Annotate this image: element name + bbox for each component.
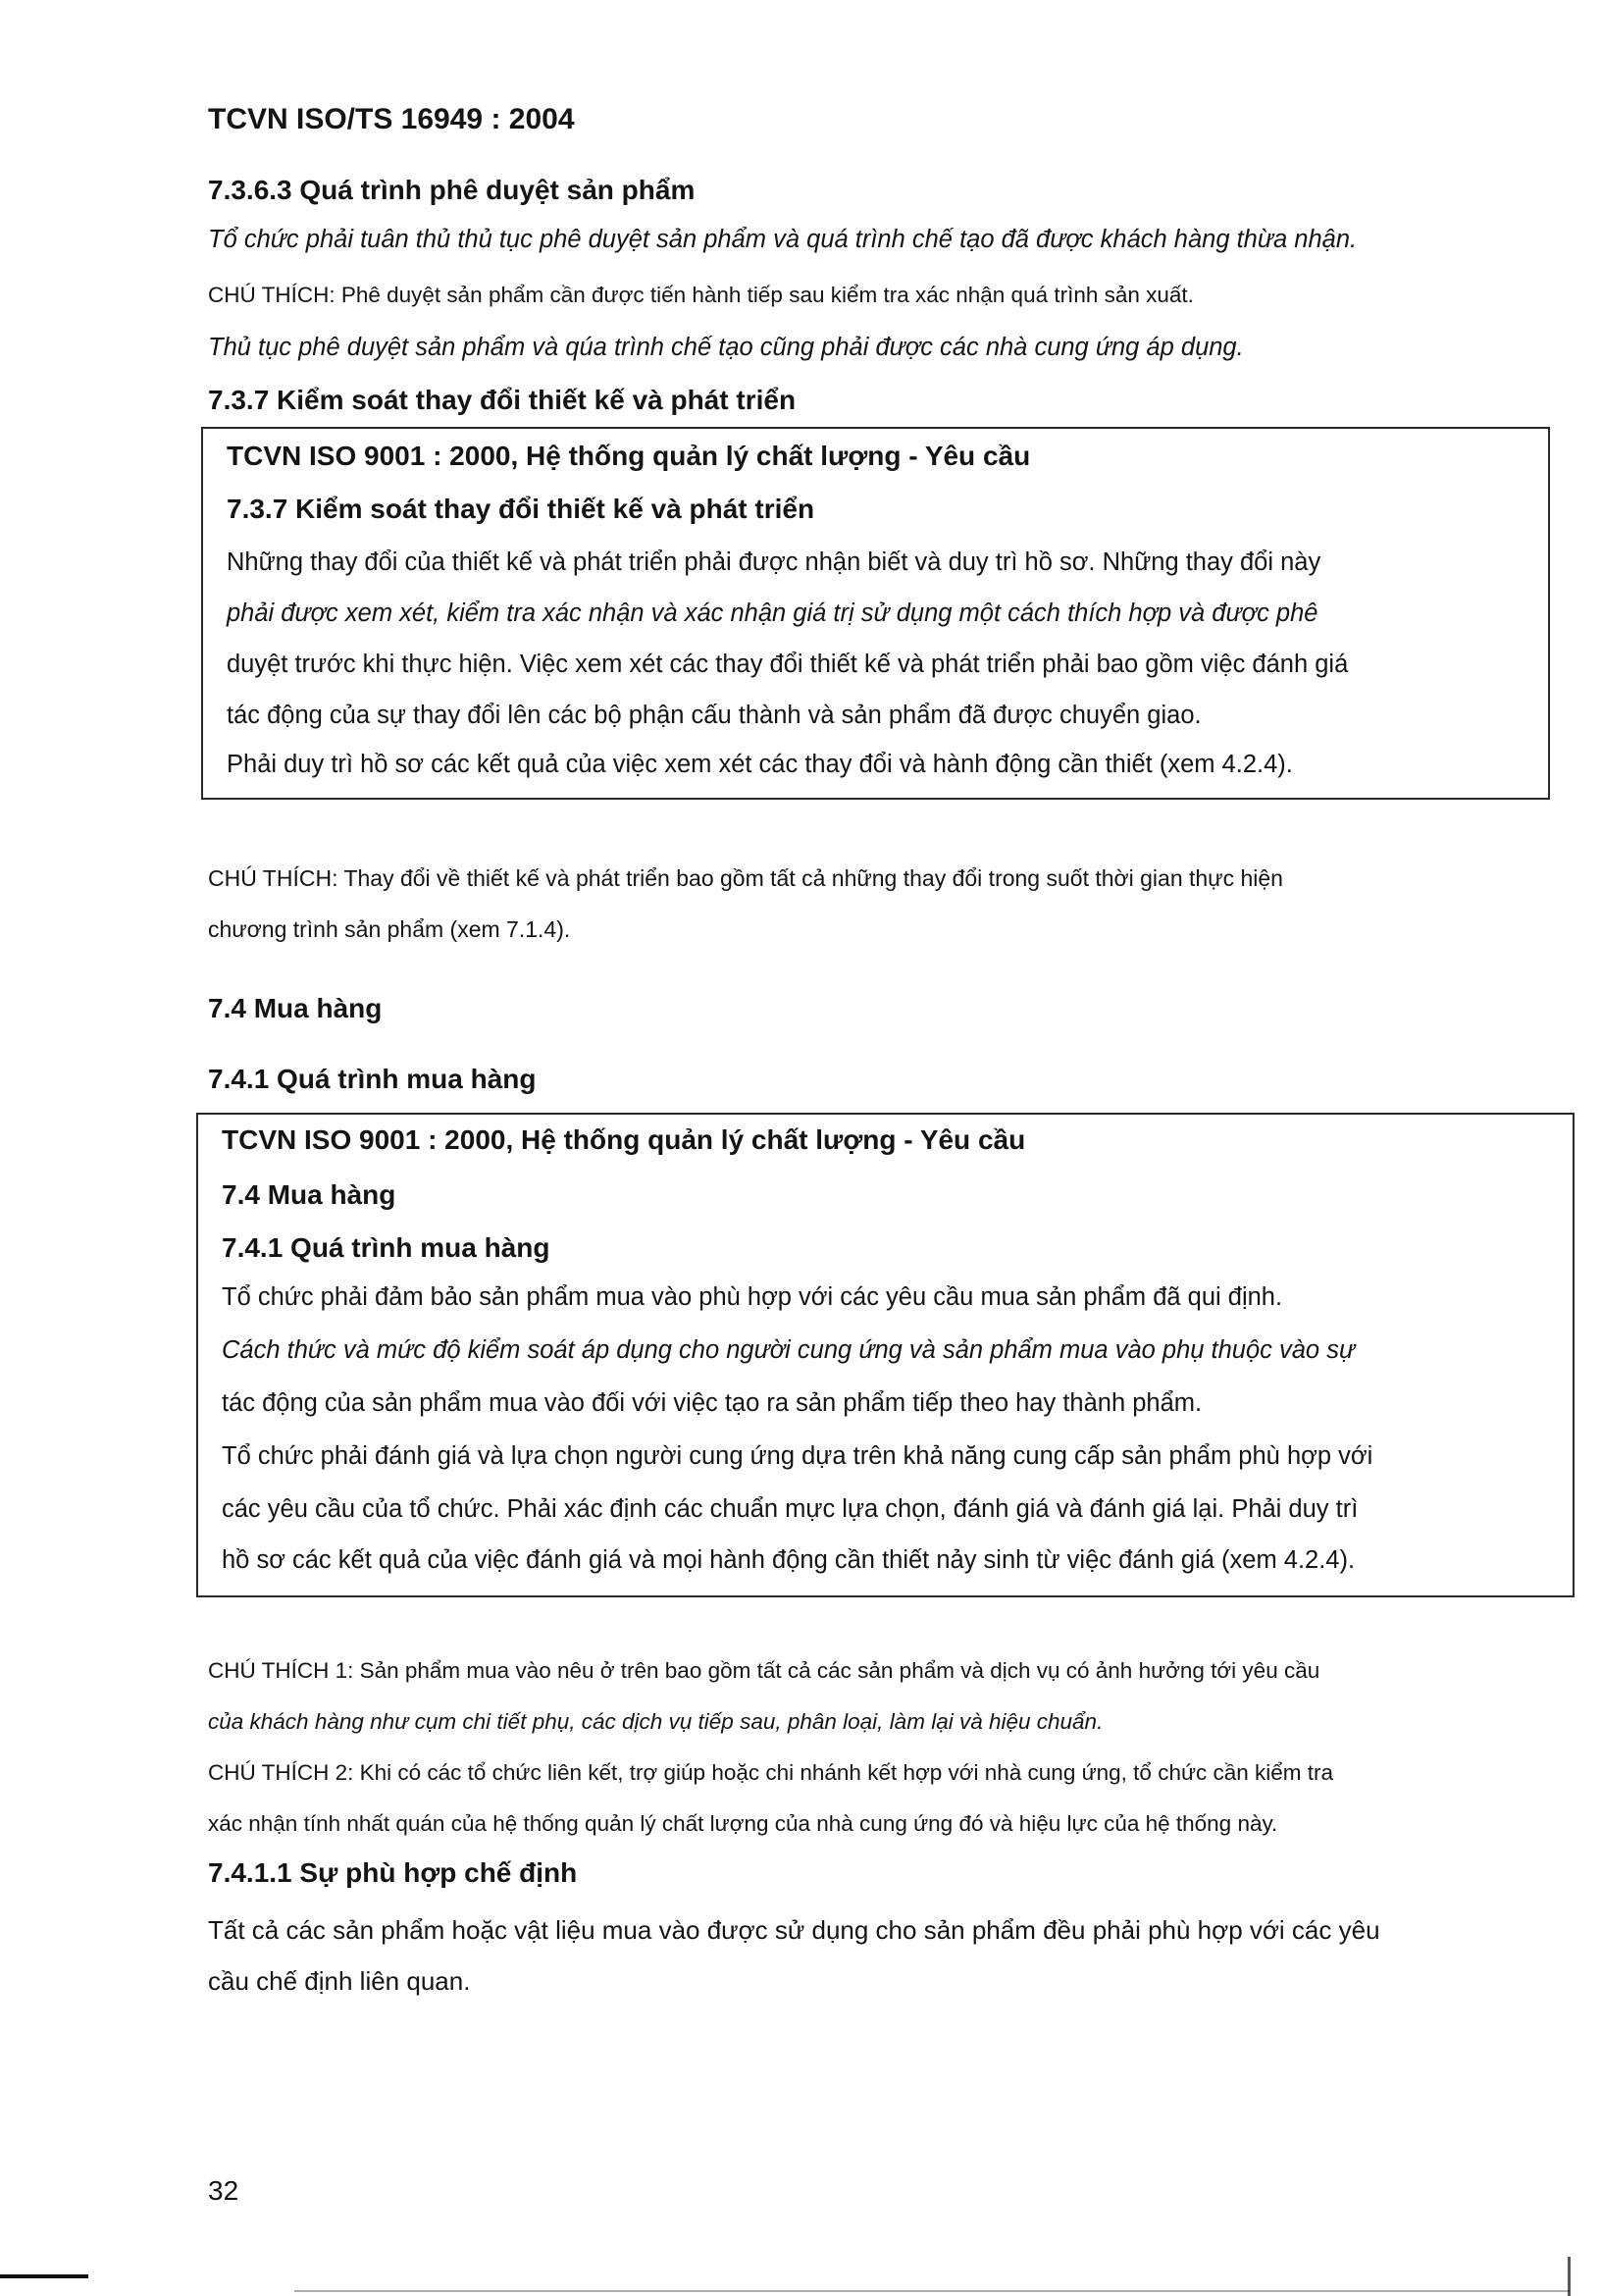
quote-box-subtitle: 7.4.1 Quá trình mua hàng xyxy=(222,1232,550,1263)
section-74-note: CHÚ THÍCH 2: Khi có các tổ chức liên kết, trợ giúp hoặc chi nhánh kết hợp với nhà cung ứng, tổ chức cần kiểm tra xyxy=(208,1760,1334,1785)
page-number: 32 xyxy=(208,2175,239,2206)
section-737-note-line: chương trình sản phẩm (xem 7.1.4). xyxy=(208,916,571,942)
quote-box-line: hồ sơ các kết quả của việc đánh giá và mọi hành động cần thiết nảy sinh từ việc đánh giá (xem 4.2.4). xyxy=(222,1546,1356,1574)
scan-edge-mark xyxy=(294,2290,1570,2292)
quote-box-line: phải được xem xét, kiểm tra xác nhận và xác nhận giá trị sử dụng một cách thích hợp và được phê xyxy=(227,600,1318,627)
section-7363-title: 7.3.6.3 Quá trình phê duyệt sản phẩm xyxy=(208,175,696,205)
quote-box-line: Phải duy trì hồ sơ các kết quả của việc xem xét các thay đổi và hành động cần thiết (xem 4.2.4). xyxy=(227,751,1293,778)
quote-box-line: Tổ chức phải đánh giá và lựa chọn người cung ứng dựa trên khả năng cung cấp sản phẩm phù hợp với xyxy=(222,1442,1373,1470)
quote-box-line: tác động của sản phẩm mua vào đối với việc tạo ra sản phẩm tiếp theo hay thành phẩm. xyxy=(222,1389,1203,1417)
quote-box-line: Cách thức và mức độ kiểm soát áp dụng cho người cung ứng và sản phẩm mua vào phụ thuộc vào sự xyxy=(222,1336,1356,1364)
section-7363-paragraph: Tổ chức phải tuân thủ thủ tục phê duyệt sản phẩm và quá trình chế tạo đã được khách hàng thừa nhận. xyxy=(208,226,1358,253)
section-7363-note: CHÚ THÍCH: Phê duyệt sản phẩm cần được tiến hành tiếp sau kiểm tra xác nhận quá trình sản xuất. xyxy=(208,283,1194,307)
quote-box-title: 7.4 Mua hàng xyxy=(222,1179,396,1210)
quote-box-header: TCVN ISO 9001 : 2000, Hệ thống quản lý chất lượng - Yêu cầu xyxy=(222,1124,1026,1155)
section-7411-line: Tất cả các sản phẩm hoặc vật liệu mua vào được sử dụng cho sản phẩm đều phải phù hợp với các yêu xyxy=(208,1915,1380,1945)
section-7363-paragraph-2: Thủ tục phê duyệt sản phẩm và qúa trình chế tạo cũng phải được các nhà cung ứng áp dụng. xyxy=(208,334,1244,361)
section-74-title: 7.4 Mua hàng xyxy=(208,993,383,1023)
section-737-note-line: CHÚ THÍCH: Thay đổi về thiết kế và phát triển bao gồm tất cả những thay đổi trong suốt thời gian thực hiện xyxy=(208,865,1283,891)
quote-box-line: tác động của sự thay đổi lên các bộ phận cấu thành và sản phẩm đã được chuyển giao. xyxy=(227,702,1202,729)
iso9001-quote-box-737 xyxy=(201,427,1550,800)
section-74-note: CHÚ THÍCH 1: Sản phẩm mua vào nêu ở trên bao gồm tất cả các sản phẩm và dịch vụ có ảnh hưởng tới yêu cầu xyxy=(208,1658,1320,1683)
scan-edge-mark xyxy=(0,2274,88,2278)
section-74-note: của khách hàng như cụm chi tiết phụ, các dịch vụ tiếp sau, phân loại, làm lại và hiệu chuẩn. xyxy=(208,1709,1104,1734)
quote-box-line: các yêu cầu của tổ chức. Phải xác định các chuẩn mực lựa chọn, đánh giá và đánh giá lại. Phải duy trì xyxy=(222,1495,1359,1523)
section-737-title: 7.3.7 Kiểm soát thay đổi thiết kế và phát triển xyxy=(208,385,797,415)
quote-box-line: duyệt trước khi thực hiện. Việc xem xét các thay đổi thiết kế và phát triển phải bao gồm việc đánh giá xyxy=(227,651,1349,678)
iso9001-quote-box-74 xyxy=(196,1113,1575,1597)
section-741-title: 7.4.1 Quá trình mua hàng xyxy=(208,1064,537,1094)
section-74-note: xác nhận tính nhất quán của hệ thống quản lý chất lượng của nhà cung ứng đó và hiệu lực của hệ thống này. xyxy=(208,1811,1278,1836)
quote-box-line: Tổ chức phải đảm bảo sản phẩm mua vào phù hợp với các yêu cầu mua sản phẩm đã qui định. xyxy=(222,1283,1283,1311)
quote-box-line: Những thay đổi của thiết kế và phát triển phải được nhận biết và duy trì hồ sơ. Những thay đổi này xyxy=(227,548,1321,576)
section-7411-title: 7.4.1.1 Sự phù hợp chế định xyxy=(208,1857,578,1888)
quote-box-header: TCVN ISO 9001 : 2000, Hệ thống quản lý chất lượng - Yêu cầu xyxy=(227,441,1031,471)
quote-box-title: 7.3.7 Kiểm soát thay đổi thiết kế và phát triển xyxy=(227,494,815,524)
document-header: TCVN ISO/TS 16949 : 2004 xyxy=(208,103,575,135)
section-7411-line: cầu chế định liên quan. xyxy=(208,1966,471,1996)
